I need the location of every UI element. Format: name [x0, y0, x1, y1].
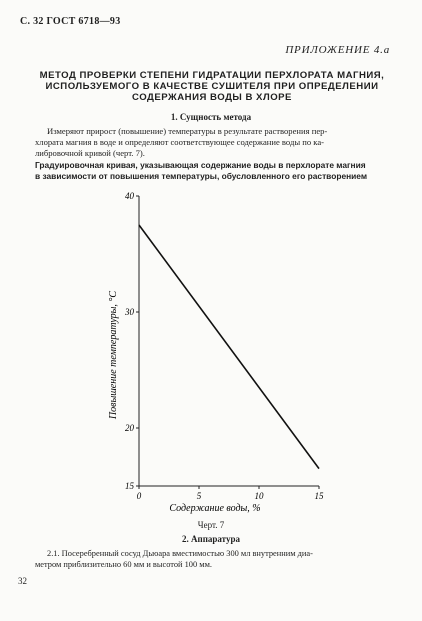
x-axis-label: Содержание воды, %	[169, 503, 261, 514]
appendix-label: ПРИЛОЖЕНИЕ 4.а	[285, 44, 390, 56]
x-tick-label: 15	[314, 491, 324, 501]
caption-line: Градуировочная кривая, указывающая содержание воды в перхлорате магния	[35, 160, 366, 170]
figure-label: Черт. 7	[197, 520, 225, 530]
title-line: МЕТОД ПРОВЕРКИ СТЕПЕНИ ГИДРАТАЦИИ ПЕРХЛОРАТА МАГНИЯ,	[39, 70, 385, 81]
caption-line: в зависимости от повышения температуры, обусловленного его растворением	[35, 171, 368, 181]
x-tick-label: 5	[196, 491, 202, 501]
y-tick-label: 40	[125, 191, 134, 201]
y-tick-label: 15	[125, 481, 134, 491]
paragraph-line: либровочной кривой (черт. 7).	[35, 148, 145, 158]
x-tick-label: 10	[254, 491, 264, 501]
page-header: С. 32 ГОСТ 6718—93	[20, 16, 121, 27]
paragraph-line: хлората магния в воде и определяют соответствующее содержание воды по ка-	[35, 137, 325, 147]
section-heading-1: 1. Сущность метода	[170, 112, 252, 122]
paragraph-line: 2.1. Посеребренный сосуд Дьюара вместимостью 300 мл внутренним диа-	[47, 549, 313, 558]
y-tick-label: 30	[125, 307, 134, 317]
page-number: 32	[18, 576, 27, 586]
x-tick-label: 0	[136, 491, 142, 501]
y-axis-label: Повышение температуры, °С	[108, 290, 119, 420]
paragraph-line: метром приблизительно 60 мм и высотой 100 мм.	[35, 560, 212, 569]
y-tick-label: 20	[125, 423, 134, 433]
paragraph-line: Измеряют прирост (повышение) температуры в результате растворения пер-	[47, 126, 328, 136]
section-heading-2: 2. Аппаратура	[182, 534, 240, 544]
title-line: ИСПОЛЬЗУЕМОГО В КАЧЕСТВЕ СУШИТЕЛЯ ПРИ ОПРЕДЕЛЕНИИ	[45, 81, 379, 92]
paragraph-2	[35, 548, 405, 570]
calibration-line	[139, 225, 319, 469]
title-line: СОДЕРЖАНИЯ ВОДЫ В ХЛОРЕ	[132, 92, 292, 103]
